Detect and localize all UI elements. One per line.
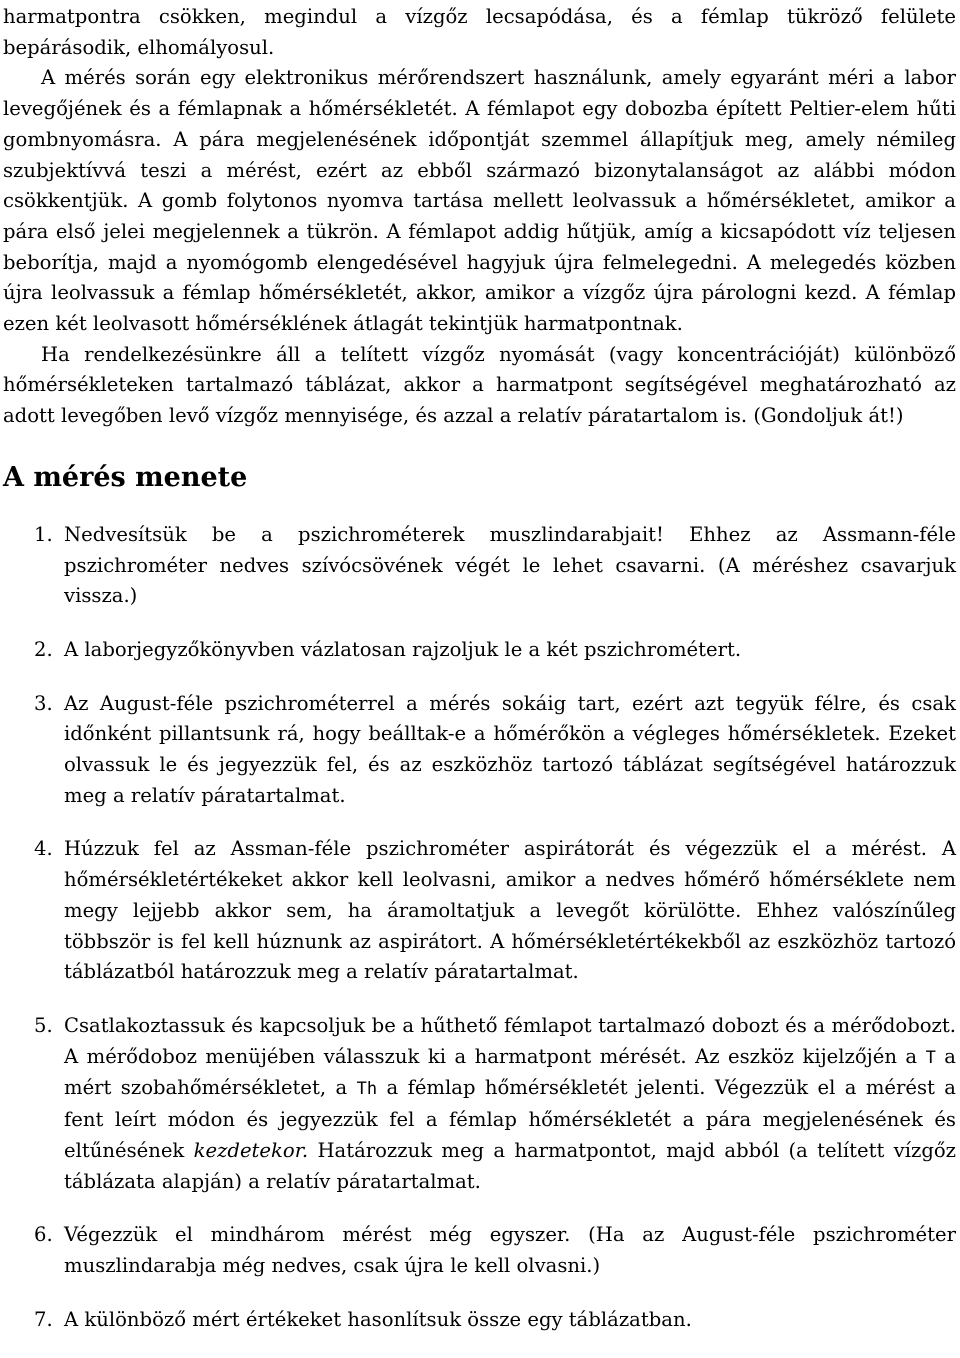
list-item: [3, 1220, 956, 1281]
list-item-number: 5.: [34, 1013, 53, 1037]
paragraph-saturation-table: [3, 340, 956, 432]
list-item-number: 4.: [34, 837, 53, 861]
list-item-text: Húzzuk fel az Assman-féle pszichrométer aspirátorát és végezzük el a mérést. A hőmérsékletértékeket akkor kell leolvasni, amikor a nedves hőmérő hőmérséklete nem megy lejjebb akkor sem, ha áramoltatjuk a levegőt körülötte. Ehhez valószínűleg többször is fel kell húznunk az aspirátort. A hőmérsékletértékekből az eszközhöz tartozó táblázatból határozzuk meg a relatív páratartalmat.: [64, 837, 956, 984]
paragraph-text: Ha rendelkezésünkre áll a telített vízgőz nyomását (vagy koncentrációját) különböző hőmérsékleteken tartalmazó táblázat, akkor a harmatpont segítségével meghatározható az adott levegőben levő vízgőz mennyisége, és azzal a relatív páratartalom is. (Gondoljuk át!): [3, 342, 956, 428]
list-item-number: 1.: [34, 522, 53, 546]
list-item-text: Nedvesítsük be a pszichrométerek muszlindarabjait! Ehhez az Assmann-féle pszichrométer nedves szívócsövének végét le lehet csavarni. (A méréshez csavarjuk vissza.): [64, 522, 956, 608]
list-item-text: Végezzük el mindhárom mérést még egyszer. (Ha az August-féle pszichrométer muszlindarabja még nedves, csak újra le kell olvasni.): [64, 1223, 956, 1277]
list-item-number: 2.: [34, 637, 53, 661]
text-segment: a fémlap hőmérsékletét jelenti. Végezzük el a mérést a fent leírt módon és jegyezzük fel a fémlap hőmérsékletét a pára megjelenésének és eltűnésének: [64, 1076, 956, 1162]
document-page: [3, 2, 956, 1358]
list-item: [3, 1305, 956, 1336]
list-item-text: A laborjegyzőkönyvben vázlatosan rajzoljuk le a két pszichrométert.: [64, 637, 742, 661]
paragraph-text: harmatpontra csökken, megindul a vízgőz lecsapódása, és a fémlap tükröző felülete bepárásodik, elhomályosul.: [3, 5, 956, 59]
list-item-text: [64, 1011, 956, 1197]
procedure-list: [3, 520, 956, 1335]
list-item-number: 3.: [34, 691, 53, 715]
paragraph-text: A mérés során egy elektronikus mérőrendszert használunk, amely egyaránt méri a labor levegőjének és a fémlapnak a hőmérsékletét. A fémlapot egy dobozba épített Peltier-elem hűti gombnyomásra. A pára megjelenésének időpontját szemmel állapítjuk meg, amely némileg szubjektívvá teszi a mérést, ezért az ebből származó bizonytalanságot az alábbi módon csökkentjük. A gomb folytonos nyomva tartása mellett leolvassuk a hőmérsékletet, amikor a pára első jelei megjelennek a tükrön. A fémlapot addig hűtjük, amíg a kicsapódott víz teljesen beborítja, majd a nyomógomb elengedésével hagyjuk újra felmelegedni. A melegedés közben újra leolvassuk a fémlap hőmérsékletét, akkor, amikor a vízgőz újra párologni kezd. A fémlap ezen két leolvasott hőmérséklének átlagát tekintjük harmatpontnak.: [3, 66, 956, 336]
list-item: [3, 834, 956, 988]
text-segment: Határozzuk meg a harmatpontot, majd abból (a telített vízgőz táblázata alapján) a relatív páratartalmat.: [64, 1138, 956, 1193]
paragraph-continuation: [3, 2, 956, 63]
text-segment: Csatlakoztassuk és kapcsoljuk be a hűthető fémlapot tartalmazó dobozt és a mérődobozt. A mérődoboz menüjében válasszuk ki a harmatpont mérését. Az eszköz kijelzőjén a: [64, 1013, 956, 1068]
paragraph-measurement-method: [3, 63, 956, 339]
list-item-number: 6.: [34, 1223, 53, 1247]
display-code-th: Th: [356, 1079, 378, 1100]
list-item-text: A különböző mért értékeket hasonlítsuk össze egy táblázatban.: [64, 1307, 692, 1331]
list-item: [3, 1011, 956, 1197]
display-code-t: T: [925, 1047, 936, 1068]
text-segment: a mért szobahőmérsékletet, a: [64, 1044, 956, 1100]
list-item: [3, 689, 956, 812]
list-item: [3, 520, 956, 612]
list-item: [3, 635, 956, 666]
list-item-number: 7.: [34, 1307, 53, 1331]
list-item-text: Az August-féle pszichrométerrel a mérés sokáig tart, ezért azt tegyük félre, és csak időnként pillantsunk rá, hogy beálltak-e a hőmérőkön a végleges hőmérsékletek. Ezeket olvassuk le és jegyezzük fel, és az eszközhöz tartozó táblázat segítségével határozzuk meg a relatív páratartalmat.: [64, 691, 956, 807]
section-title: A mérés menete: [3, 461, 248, 493]
emphasis-text: kezdetekor.: [193, 1138, 309, 1162]
